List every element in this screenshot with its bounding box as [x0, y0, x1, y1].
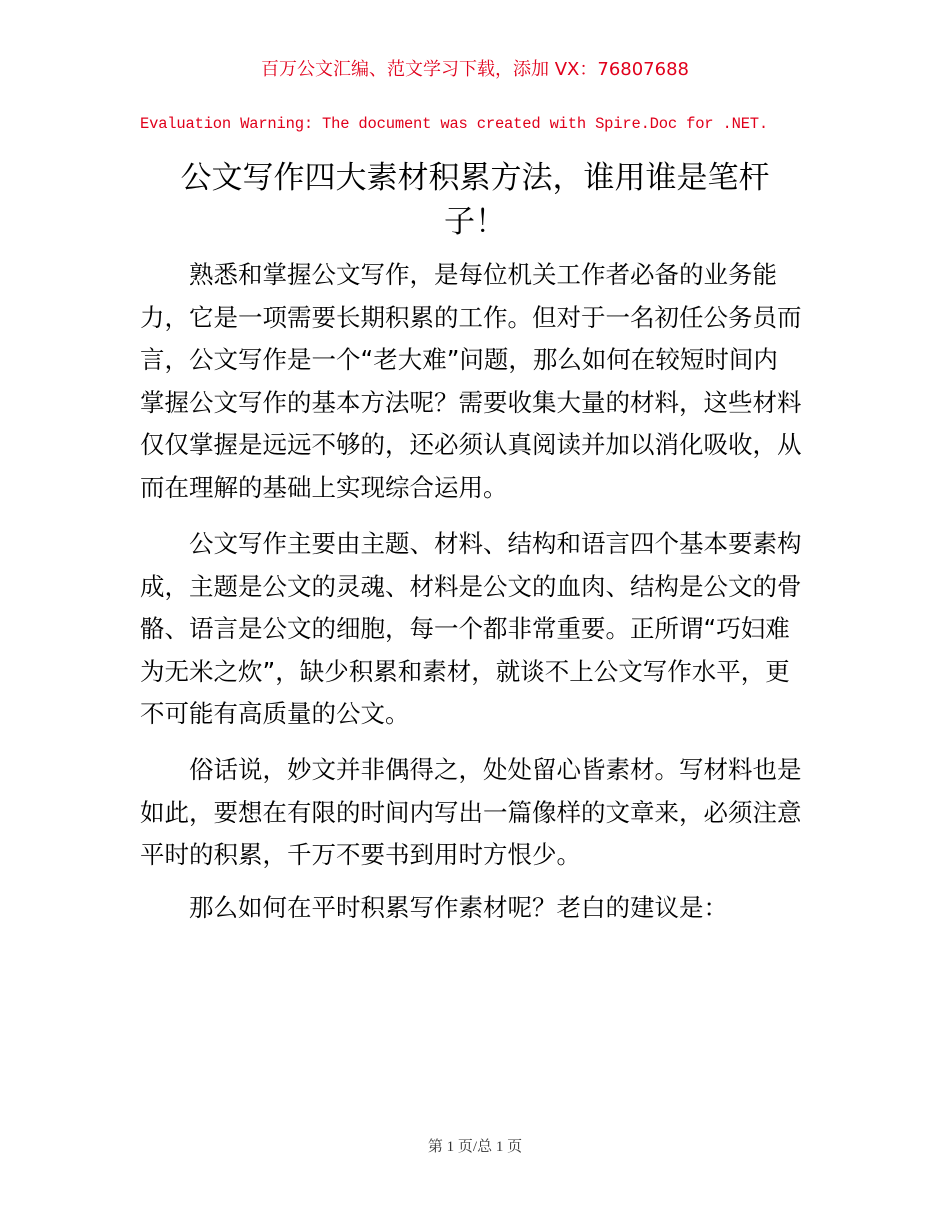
title-line: 公文写作四大素材积累方法，谁用谁是笔杆	[180, 160, 770, 196]
paragraph-line: 成，主题是公文的灵魂、材料是公文的血肉、结构是公文的骨	[140, 571, 802, 601]
paragraph-elements	[140, 523, 816, 736]
paragraph-line: 为无米之炊”，缺少积累和素材，就谈不上公文写作水平，更	[140, 656, 790, 686]
paragraph-line: 平时的积累，千万不要书到用时方恨少。	[140, 840, 581, 869]
paragraph-question	[140, 887, 816, 930]
page-indicator: 第 1 页/总 1 页	[427, 1139, 523, 1155]
document-title	[140, 156, 810, 244]
title-line: 子！	[444, 204, 506, 240]
promo-banner: 百万公文汇编、范文学习下载，添加 VX：76807688	[261, 59, 689, 80]
paragraph-line: 而在理解的基础上实现综合运用。	[140, 472, 508, 502]
paragraph-line: 仅仅掌握是远远不够的，还必须认真阅读并加以消化吸收，从	[140, 430, 802, 459]
paragraph-line: 不可能有高质量的公文。	[140, 699, 410, 728]
paragraph-line: 那么如何在平时积累写作素材呢？老白的建议是：	[189, 893, 728, 922]
paragraph-proverb	[140, 749, 816, 877]
paragraph-line: 掌握公文写作的基本方法呢？需要收集大量的材料，这些材料	[140, 387, 802, 417]
paragraph-line: 俗话说，妙文并非偶得之，处处留心皆素材。写材料也是	[189, 755, 802, 784]
paragraph-line: 如此，要想在有限的时间内写出一篇像样的文章来，必须注意	[140, 797, 802, 827]
paragraph-intro	[140, 254, 816, 509]
paragraph-line: 公文写作主要由主题、材料、结构和语言四个基本要素构	[189, 529, 802, 558]
paragraph-line: 熟悉和掌握公文写作，是每位机关工作者必备的业务能	[189, 260, 777, 289]
paragraph-line: 骼、语言是公文的细胞，每一个都非常重要。正所谓“巧妇难	[140, 614, 790, 643]
evaluation-warning: Evaluation Warning: The document was created with Spire.Doc for .NET.	[140, 115, 769, 133]
paragraph-line: 言，公文写作是一个“老大难”问题，那么如何在较短时间内	[140, 345, 778, 374]
paragraph-line: 力，它是一项需要长期积累的工作。但对于一名初任公务员而	[140, 302, 802, 332]
